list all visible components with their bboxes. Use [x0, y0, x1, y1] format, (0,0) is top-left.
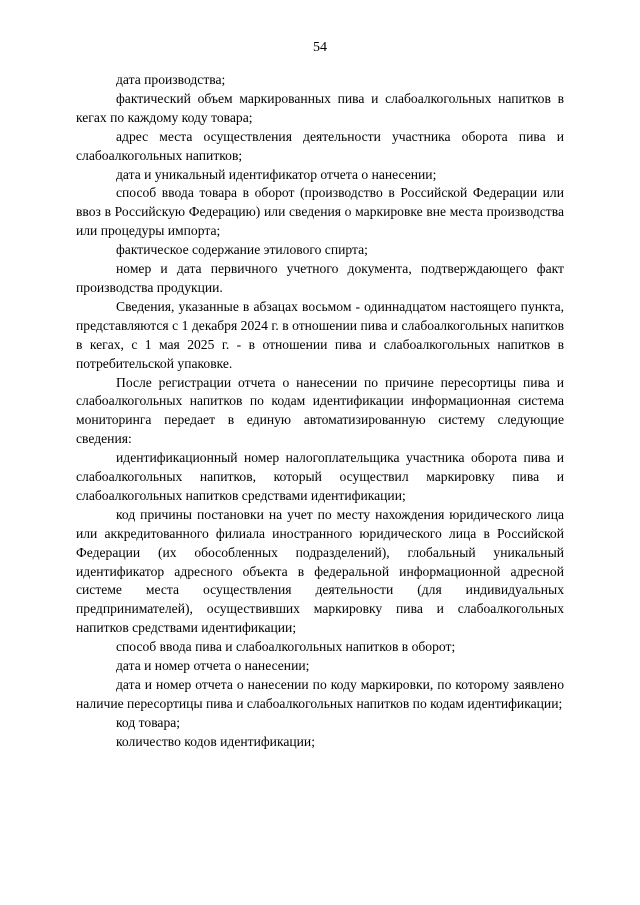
- paragraph: Сведения, указанные в абзацах восьмом - одиннадцатом настоящего пункта, представляются с 1 декабря 2024 г. в отношении пива и слабоалкогольных напитков в кегах, с 1 мая 2025 г. - в отношении пива и слабоалкогольных напитков в потребительской упаковке.: [76, 298, 564, 371]
- page-number: 54: [313, 40, 327, 55]
- paragraph: После регистрации отчета о нанесении по причине пересортицы пива и слабоалкогольных напитков по кодам идентификации информационная система мониторинга передает в единую автоматизированную систему следующие сведения:: [76, 374, 564, 447]
- paragraph: идентификационный номер налогоплательщика участника оборота пива и слабоалкогольных напитков, который осуществил маркировку пива и слабоалкогольных напитков средствами идентификации;: [76, 450, 564, 503]
- paragraph: количество кодов идентификации;: [116, 733, 315, 749]
- paragraph: код товара;: [116, 714, 181, 730]
- paragraph: способ ввода пива и слабоалкогольных напитков в оборот;: [116, 639, 456, 655]
- paragraph: фактический объем маркированных пива и слабоалкогольных напитков в кегах по каждому коду товара;: [76, 90, 564, 125]
- paragraph: фактическое содержание этилового спирта;: [116, 242, 368, 258]
- paragraph: дата и номер отчета о нанесении;: [116, 658, 310, 674]
- paragraph: способ ввода товара в оборот (производство в Российской Федерации или ввоз в Российскую Федерацию) или сведения о маркировке вне места производства или процедуры импорта;: [76, 185, 564, 239]
- document-body: [76, 71, 564, 752]
- paragraph: код причины постановки на учет по месту нахождения юридического лица или аккредитованного филиала иностранного юридического лица в Российской Федерации (их обособленных подразделений), глобальный уникальный идентификатор адресного объекта в федеральной информационной адресной системе места осуществления деятельности (для индивидуальных предпринимателей), осуществивших маркировку пива и слабоалкогольных напитков средствами идентификации;: [76, 506, 564, 636]
- paragraph: дата и номер отчета о нанесении по коду маркировки, по которому заявлено наличие пересортицы пива и слабоалкогольных напитков по кодам идентификации;: [76, 677, 564, 711]
- paragraph: адрес места осуществления деятельности участника оборота пива и слабоалкогольных напитков;: [76, 128, 564, 163]
- paragraph: дата производства;: [116, 72, 226, 87]
- paragraph: дата и уникальный идентификатор отчета о нанесении;: [116, 166, 437, 182]
- paragraph: номер и дата первичного учетного документа, подтверждающего факт производства продукции.: [76, 261, 564, 295]
